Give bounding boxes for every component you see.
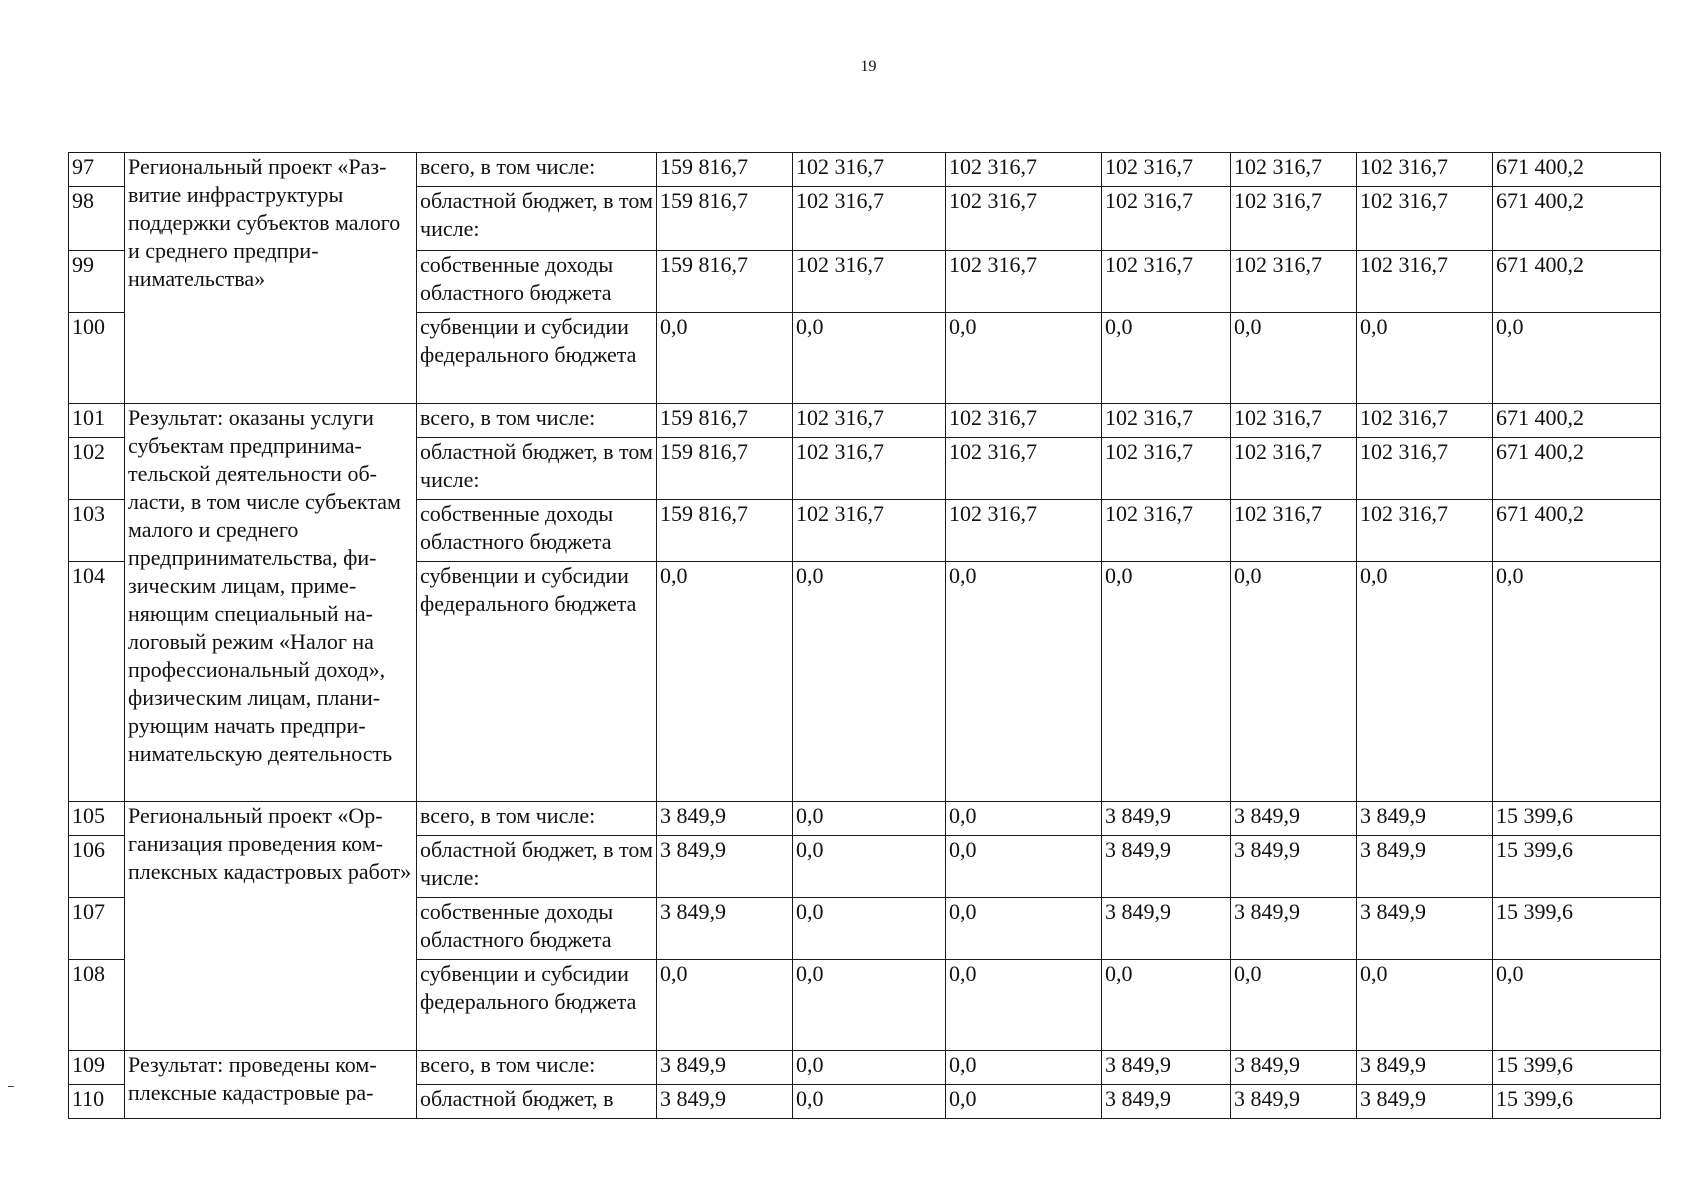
amount-value: 3 849,9	[1357, 898, 1493, 960]
table-row	[69, 404, 1661, 438]
amount-value: 3 849,9	[657, 1051, 793, 1085]
project-description: Региональный проект «Организация проведения комплексных кадастровых работ»	[125, 802, 417, 1051]
row-number: 101	[69, 404, 125, 438]
amount-value: 0,0	[946, 562, 1102, 802]
project-description: Результат: проведены комплексные кадастровые ра-	[125, 1051, 417, 1119]
amount-value: 3 849,9	[657, 802, 793, 836]
row-number: 105	[69, 802, 125, 836]
budget-table	[68, 152, 1661, 1119]
amount-value: 3 849,9	[1231, 802, 1357, 836]
row-number: 110	[69, 1085, 125, 1119]
amount-value: 3 849,9	[657, 898, 793, 960]
amount-value: 102 316,7	[1357, 438, 1493, 500]
amount-value: 0,0	[1231, 960, 1357, 1051]
funding-source: собственные доходы областного бюджета	[417, 898, 657, 960]
funding-source: областной бюджет, в том числе:	[417, 438, 657, 500]
amount-value: 102 316,7	[1102, 404, 1231, 438]
amount-value: 102 316,7	[1357, 500, 1493, 562]
funding-source: субвенции и субсидии федерального бюджета	[417, 313, 657, 404]
amount-value: 0,0	[946, 898, 1102, 960]
total-value: 0,0	[1493, 960, 1661, 1051]
funding-source: всего, в том числе:	[417, 153, 657, 187]
table-row	[69, 1051, 1661, 1085]
amount-value: 102 316,7	[1231, 500, 1357, 562]
total-value: 15 399,6	[1493, 1085, 1661, 1119]
amount-value: 0,0	[657, 313, 793, 404]
amount-value: 3 849,9	[1357, 836, 1493, 898]
funding-source: собственные доходы областного бюджета	[417, 500, 657, 562]
amount-value: 102 316,7	[1231, 187, 1357, 251]
amount-value: 102 316,7	[1357, 251, 1493, 313]
total-value: 671 400,2	[1493, 187, 1661, 251]
row-number: 104	[69, 562, 125, 802]
total-value: 671 400,2	[1493, 500, 1661, 562]
amount-value: 0,0	[657, 562, 793, 802]
amount-value: 0,0	[946, 960, 1102, 1051]
amount-value: 0,0	[1102, 313, 1231, 404]
amount-value: 102 316,7	[1231, 251, 1357, 313]
row-number: 107	[69, 898, 125, 960]
funding-source: областной бюджет, в том числе:	[417, 187, 657, 251]
amount-value: 102 316,7	[946, 438, 1102, 500]
amount-value: 3 849,9	[1102, 898, 1231, 960]
amount-value: 102 316,7	[1102, 153, 1231, 187]
total-value: 15 399,6	[1493, 898, 1661, 960]
project-description: Региональный проект «Развитие инфраструктуры поддержки субъектов малого и среднего предпринимательства»	[125, 153, 417, 404]
amount-value: 0,0	[793, 562, 946, 802]
amount-value: 102 316,7	[946, 404, 1102, 438]
total-value: 15 399,6	[1493, 836, 1661, 898]
amount-value: 102 316,7	[1231, 153, 1357, 187]
amount-value: 3 849,9	[1357, 1051, 1493, 1085]
amount-value: 3 849,9	[657, 836, 793, 898]
amount-value: 102 316,7	[1357, 187, 1493, 251]
amount-value: 159 816,7	[657, 251, 793, 313]
amount-value: 102 316,7	[793, 438, 946, 500]
amount-value: 0,0	[946, 1051, 1102, 1085]
amount-value: 102 316,7	[1357, 153, 1493, 187]
row-number: 102	[69, 438, 125, 500]
table-body	[69, 153, 1661, 1119]
amount-value: 3 849,9	[1102, 836, 1231, 898]
amount-value: 3 849,9	[1102, 1085, 1231, 1119]
amount-value: 102 316,7	[1231, 438, 1357, 500]
amount-value: 3 849,9	[1102, 802, 1231, 836]
row-number: 99	[69, 251, 125, 313]
row-number: 100	[69, 313, 125, 404]
funding-source: собственные доходы областного бюджета	[417, 251, 657, 313]
amount-value: 102 316,7	[946, 251, 1102, 313]
amount-value: 0,0	[1231, 313, 1357, 404]
amount-value: 3 849,9	[657, 1085, 793, 1119]
amount-value: 0,0	[1102, 562, 1231, 802]
row-number: 97	[69, 153, 125, 187]
funding-source: всего, в том числе:	[417, 1051, 657, 1085]
funding-source: всего, в том числе:	[417, 802, 657, 836]
amount-value: 102 316,7	[1102, 251, 1231, 313]
total-value: 671 400,2	[1493, 153, 1661, 187]
amount-value: 159 816,7	[657, 404, 793, 438]
amount-value: 0,0	[1357, 313, 1493, 404]
amount-value: 102 316,7	[1357, 404, 1493, 438]
amount-value: 102 316,7	[793, 187, 946, 251]
table-row	[69, 802, 1661, 836]
amount-value: 0,0	[946, 313, 1102, 404]
row-number: 108	[69, 960, 125, 1051]
row-number: 109	[69, 1051, 125, 1085]
amount-value: 102 316,7	[946, 153, 1102, 187]
amount-value: 102 316,7	[1231, 404, 1357, 438]
amount-value: 0,0	[1357, 960, 1493, 1051]
project-description: Результат: оказаны услуги субъектам предпринимательской деятельности области, в том числе субъектам малого и среднего предпринимательства, физическим лицам, применяющим специальный налоговый режим «Налог на профессиональный доход», физическим лицам, планирующим начать предпринимательскую деятельность	[125, 404, 417, 802]
total-value: 0,0	[1493, 313, 1661, 404]
total-value: 15 399,6	[1493, 802, 1661, 836]
amount-value: 0,0	[793, 1085, 946, 1119]
amount-value: 102 316,7	[793, 251, 946, 313]
amount-value: 102 316,7	[946, 187, 1102, 251]
amount-value: 0,0	[1357, 562, 1493, 802]
amount-value: 0,0	[793, 1051, 946, 1085]
amount-value: 102 316,7	[793, 500, 946, 562]
amount-value: 102 316,7	[1102, 500, 1231, 562]
amount-value: 159 816,7	[657, 187, 793, 251]
funding-source: субвенции и субсидии федерального бюджета	[417, 960, 657, 1051]
row-number: 106	[69, 836, 125, 898]
amount-value: 102 316,7	[946, 500, 1102, 562]
amount-value: 102 316,7	[1102, 187, 1231, 251]
page-number: 19	[860, 58, 877, 75]
amount-value: 3 849,9	[1357, 802, 1493, 836]
amount-value: 102 316,7	[793, 153, 946, 187]
amount-value: 3 849,9	[1357, 1085, 1493, 1119]
amount-value: 0,0	[793, 836, 946, 898]
total-value: 671 400,2	[1493, 404, 1661, 438]
amount-value: 0,0	[793, 802, 946, 836]
scan-edge-mark	[8, 1086, 14, 1087]
amount-value: 3 849,9	[1231, 836, 1357, 898]
amount-value: 159 816,7	[657, 500, 793, 562]
amount-value: 102 316,7	[793, 404, 946, 438]
amount-value: 0,0	[946, 1085, 1102, 1119]
amount-value: 0,0	[1231, 562, 1357, 802]
amount-value: 0,0	[946, 802, 1102, 836]
funding-source: областной бюджет, в том числе:	[417, 836, 657, 898]
amount-value: 0,0	[793, 960, 946, 1051]
amount-value: 159 816,7	[657, 153, 793, 187]
amount-value: 3 849,9	[1231, 1051, 1357, 1085]
amount-value: 3 849,9	[1231, 1085, 1357, 1119]
total-value: 15 399,6	[1493, 1051, 1661, 1085]
total-value: 0,0	[1493, 562, 1661, 802]
funding-source: субвенции и субсидии федерального бюджета	[417, 562, 657, 802]
amount-value: 0,0	[946, 836, 1102, 898]
table-row	[69, 153, 1661, 187]
total-value: 671 400,2	[1493, 251, 1661, 313]
amount-value: 3 849,9	[1231, 898, 1357, 960]
row-number: 103	[69, 500, 125, 562]
amount-value: 159 816,7	[657, 438, 793, 500]
amount-value: 0,0	[793, 898, 946, 960]
funding-source: областной бюджет, в	[417, 1085, 657, 1119]
amount-value: 3 849,9	[1102, 1051, 1231, 1085]
row-number: 98	[69, 187, 125, 251]
amount-value: 0,0	[1102, 960, 1231, 1051]
funding-source: всего, в том числе:	[417, 404, 657, 438]
amount-value: 0,0	[793, 313, 946, 404]
amount-value: 0,0	[657, 960, 793, 1051]
total-value: 671 400,2	[1493, 438, 1661, 500]
amount-value: 102 316,7	[1102, 438, 1231, 500]
